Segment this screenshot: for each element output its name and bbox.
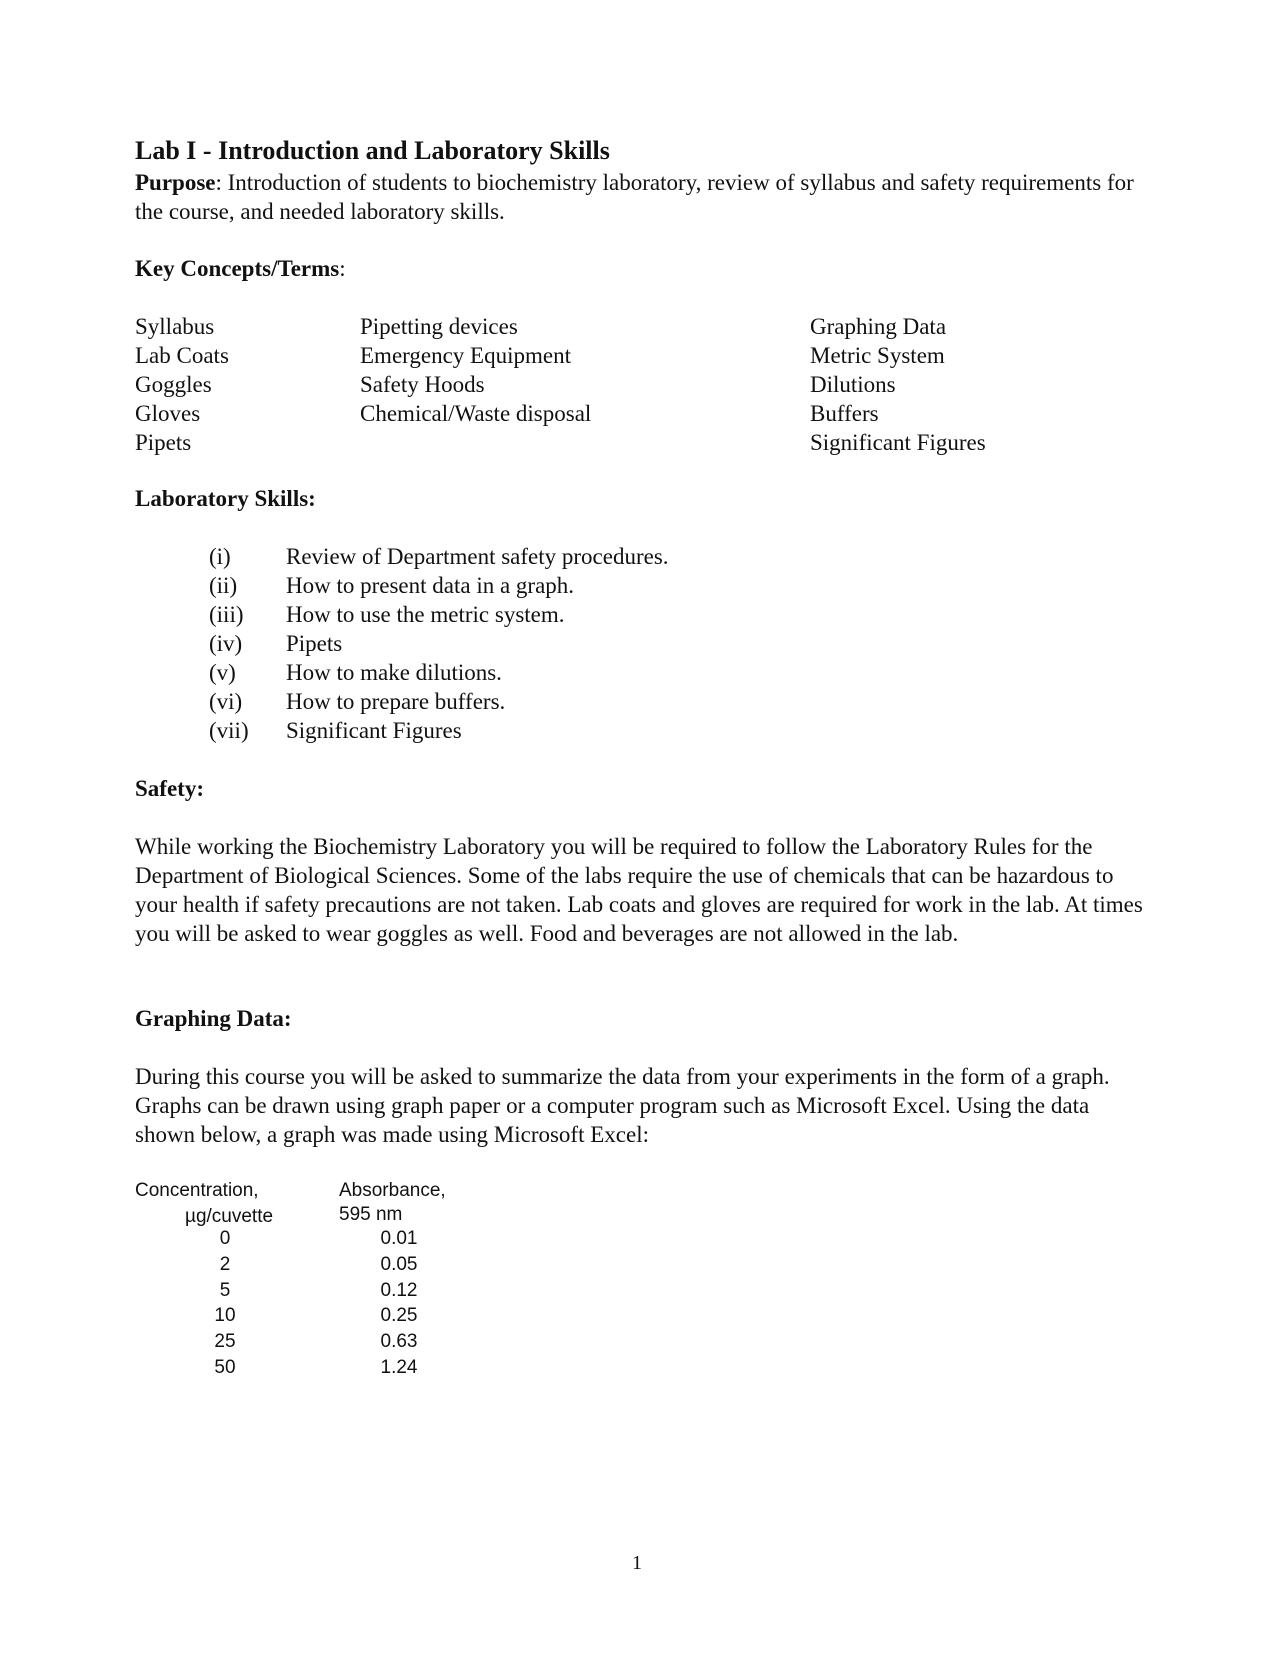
column-header-absorbance-unit: 595 nm [339, 1204, 403, 1225]
concept-term: Pipets [135, 430, 192, 455]
concept-term: Lab Coats [135, 343, 229, 368]
page-title: Lab I - Introduction and Laboratory Skills [135, 136, 610, 165]
concept-term: Goggles [135, 372, 212, 397]
list-item-number: (iv) [209, 631, 243, 656]
safety-heading: Safety: [135, 776, 204, 801]
concept-term: Buffers [810, 401, 879, 426]
table-cell-concentration: 0 [219, 1228, 231, 1249]
table-cell-concentration: 5 [219, 1280, 231, 1301]
table-cell-absorbance: 0.05 [380, 1254, 418, 1275]
purpose-label: Purpose [135, 170, 216, 195]
concept-term: Emergency Equipment [360, 343, 571, 368]
table-cell-absorbance: 0.63 [380, 1331, 418, 1352]
key-concepts-heading [135, 256, 346, 282]
concept-term: Significant Figures [810, 430, 986, 455]
list-item-text: How to use the metric system. [286, 602, 565, 627]
key-concepts-heading-text: Key Concepts/Terms [135, 256, 340, 281]
safety-paragraph: While working the Biochemistry Laboratory you will be required to follow the Laboratory Rules for the Department of Biological Sciences. Some of the labs require the use of chemicals that can be hazardous to your health if safety precautions are not taken. Lab coats and gloves are required for work in the lab. At times you will be asked to wear goggles as well. Food and beverages are not allowed in the lab. [135, 834, 1143, 946]
key-concepts-column-3 [810, 312, 986, 457]
graphing-paragraph: During this course you will be asked to summarize the data from your experiments in the form of a graph. Graphs can be drawn using graph paper or a computer program such as Microsoft Excel. Using the data shown below, a graph was made using Microsoft Excel: [135, 1064, 1110, 1147]
key-concepts-heading-colon: : [339, 256, 346, 281]
concept-term: Chemical/Waste disposal [360, 401, 592, 426]
page-number: 1 [632, 1552, 642, 1574]
list-item-number: (iii) [209, 602, 244, 627]
list-item-text: Pipets [286, 631, 343, 656]
purpose-paragraph [135, 168, 1145, 226]
table-cell-absorbance: 0.12 [380, 1280, 418, 1301]
table-cell-concentration: 2 [219, 1254, 231, 1275]
table-cell-concentration: 25 [214, 1331, 236, 1352]
concept-term: Graphing Data [810, 314, 947, 339]
table-cell-absorbance: 1.24 [380, 1357, 418, 1378]
list-item-text: How to prepare buffers. [286, 689, 506, 714]
list-item-text: Review of Department safety procedures. [286, 544, 669, 569]
list-item-number: (i) [209, 544, 231, 569]
column-header-concentration-unit: µg/cuvette [185, 1206, 274, 1227]
concept-term: Syllabus [135, 314, 215, 339]
table-cell-concentration: 10 [214, 1305, 236, 1326]
list-item-text: How to make dilutions. [286, 660, 502, 685]
concept-term: Dilutions [810, 372, 896, 397]
column-header-concentration: Concentration, [135, 1180, 259, 1201]
table-cell-absorbance: 0.25 [380, 1305, 418, 1326]
concept-term: Pipetting devices [360, 314, 518, 339]
concept-term: Metric System [810, 343, 945, 368]
lab-skills-heading: Laboratory Skills: [135, 486, 316, 511]
key-concepts-column-2 [360, 312, 591, 428]
list-item-number: (vi) [209, 689, 243, 714]
concept-term: Safety Hoods [360, 372, 485, 397]
graphing-heading: Graphing Data: [135, 1006, 292, 1031]
list-item-text: Significant Figures [286, 718, 462, 743]
purpose-text: : Introduction of students to biochemistry laboratory, review of syllabus and safety requirements for the course, and needed laboratory skills. [135, 170, 1134, 224]
list-item-text: How to present data in a graph. [286, 573, 575, 598]
concept-term: Gloves [135, 401, 201, 426]
table-cell-concentration: 50 [214, 1357, 236, 1378]
table-cell-absorbance: 0.01 [380, 1228, 418, 1249]
list-item-number: (vii) [209, 718, 249, 743]
column-header-absorbance: Absorbance, [339, 1180, 446, 1201]
key-concepts-column-1 [135, 312, 229, 457]
list-item-number: (v) [209, 660, 236, 685]
list-item-number: (ii) [209, 573, 238, 598]
